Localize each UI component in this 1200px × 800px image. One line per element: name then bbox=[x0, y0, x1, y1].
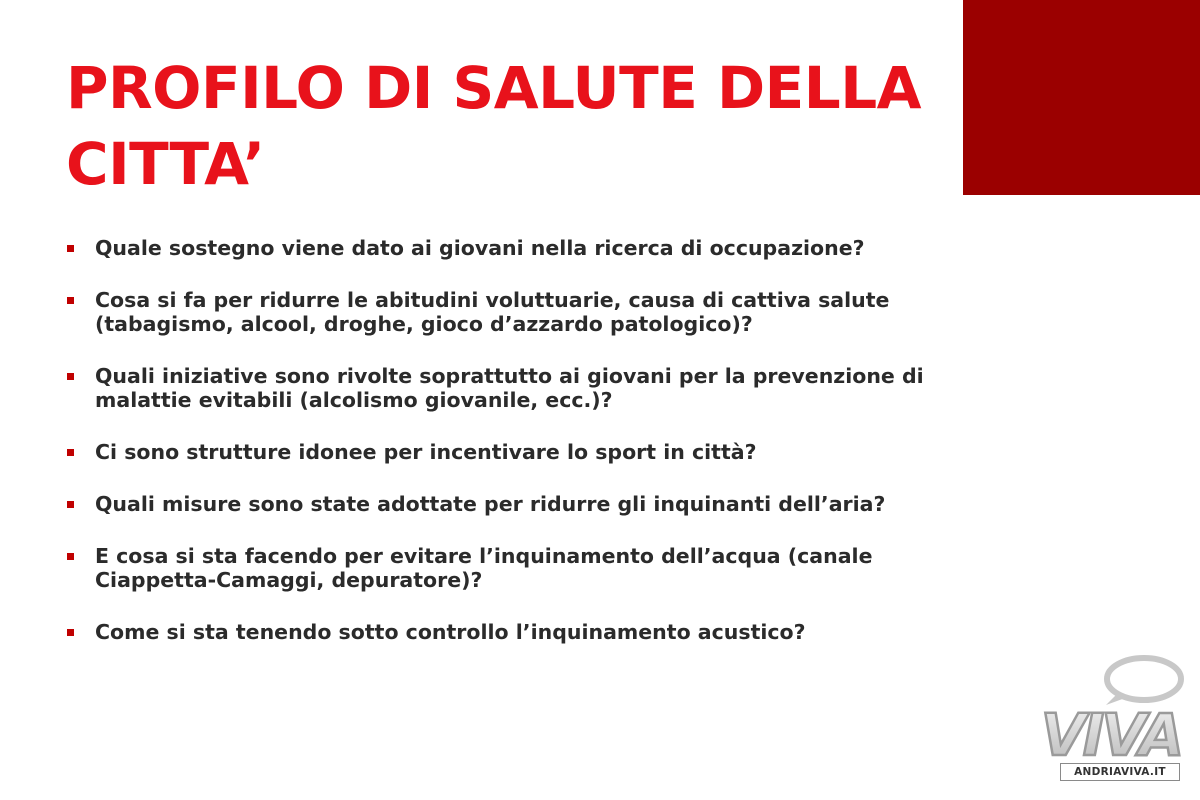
bullet-text: malattie evitabili (alcolismo giovanile, ecc.)? bbox=[95, 388, 613, 412]
bullet-list bbox=[66, 236, 946, 672]
bullet-text: Ciappetta-Camaggi, depuratore)? bbox=[95, 568, 483, 592]
speech-bubble-logo-icon bbox=[1036, 655, 1186, 763]
andriaviva-watermark bbox=[1036, 655, 1186, 785]
bullet-item bbox=[66, 288, 946, 336]
bullet-item bbox=[66, 492, 946, 516]
bullet-text: Quale sostegno viene dato ai giovani nella ricerca di occupazione? bbox=[95, 236, 865, 260]
bullet-item bbox=[66, 440, 946, 464]
square-bullet-icon bbox=[67, 449, 74, 456]
square-bullet-icon bbox=[67, 245, 74, 252]
bullet-item bbox=[66, 620, 946, 644]
bullet-text: Come si sta tenendo sotto controllo l’inquinamento acustico? bbox=[95, 620, 806, 644]
bullet-text: Quali iniziative sono rivolte soprattutto ai giovani per la prevenzione di bbox=[95, 364, 924, 388]
square-bullet-icon bbox=[67, 297, 74, 304]
bullet-item bbox=[66, 544, 946, 592]
slide-title-line: PROFILO DI SALUTE DELLA bbox=[66, 54, 922, 122]
slide-title-line: CITTA’ bbox=[66, 130, 265, 198]
bullet-text: E cosa si sta facendo per evitare l’inquinamento dell’acqua (canale bbox=[95, 544, 873, 568]
site-label: ANDRIAVIVA.IT bbox=[1060, 763, 1180, 781]
bullet-text: Quali misure sono state adottate per ridurre gli inquinanti dell’aria? bbox=[95, 492, 886, 516]
square-bullet-icon bbox=[67, 501, 74, 508]
square-bullet-icon bbox=[67, 629, 74, 636]
bullet-text: Cosa si fa per ridurre le abitudini voluttuarie, causa di cattiva salute bbox=[95, 288, 890, 312]
accent-block bbox=[963, 0, 1200, 195]
bullet-item bbox=[66, 236, 946, 260]
square-bullet-icon bbox=[67, 553, 74, 560]
bullet-text: Ci sono strutture idonee per incentivare lo sport in città? bbox=[95, 440, 757, 464]
viva-logo-text: VIVA bbox=[1040, 701, 1182, 763]
slide-title bbox=[66, 50, 946, 202]
bullet-item bbox=[66, 364, 946, 412]
bullet-text: (tabagismo, alcool, droghe, gioco d’azzardo patologico)? bbox=[95, 312, 753, 336]
square-bullet-icon bbox=[67, 373, 74, 380]
